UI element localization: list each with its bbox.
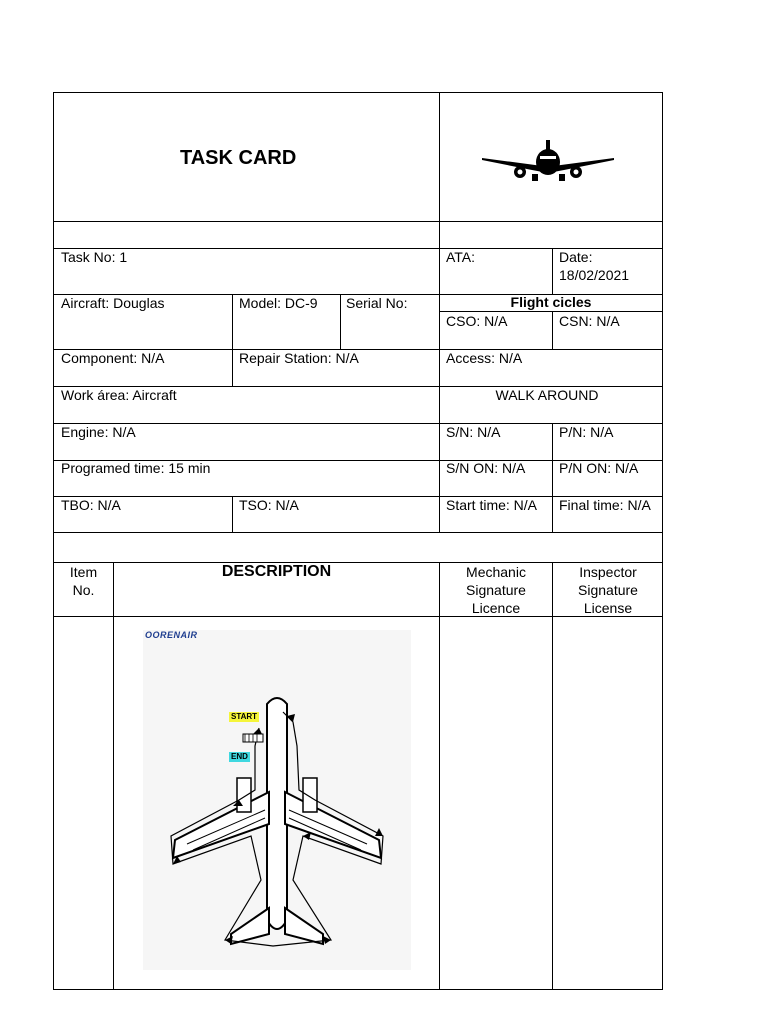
start-label: START xyxy=(231,712,258,721)
inspector-header-line1: Inspector xyxy=(579,564,637,580)
cso: CSO: N/A xyxy=(446,313,508,329)
date-label: Date: xyxy=(559,249,593,265)
serial-number: S/N: N/A xyxy=(446,424,501,440)
tbo: TBO: N/A xyxy=(61,497,121,513)
walk-around-diagram xyxy=(143,630,411,970)
mechanic-header-line1: Mechanic xyxy=(466,564,526,580)
serial-no: Serial No: xyxy=(346,295,408,311)
mechanic-header-line3: Licence xyxy=(471,600,521,616)
work-area: Work área: Aircraft xyxy=(61,387,177,403)
programed-time: Programed time: 15 min xyxy=(61,460,211,476)
aircraft: Aircraft: Douglas xyxy=(61,295,165,311)
part-number: P/N: N/A xyxy=(559,424,614,440)
tso: TSO: N/A xyxy=(239,497,299,513)
page-title: TASK CARD xyxy=(180,147,297,169)
walk-around: WALK AROUND xyxy=(495,387,599,403)
start-time: Start time: N/A xyxy=(446,497,538,513)
airplane-top-view xyxy=(143,630,411,970)
serial-number-on: S/N ON: N/A xyxy=(446,460,526,476)
component: Component: N/A xyxy=(61,350,165,366)
engine: Engine: N/A xyxy=(61,424,136,440)
model: Model: DC-9 xyxy=(239,295,318,311)
flight-cicles: Flight cicles xyxy=(510,294,592,310)
task-no: Task No: 1 xyxy=(61,249,128,265)
end-label: END xyxy=(231,752,248,761)
item-header-line1: Item xyxy=(69,564,98,580)
csn: CSN: N/A xyxy=(559,313,620,329)
part-number-on: P/N ON: N/A xyxy=(559,460,639,476)
inspector-header-line2: Signature xyxy=(578,582,638,598)
final-time: Final time: N/A xyxy=(559,497,651,513)
ata: ATA: xyxy=(446,249,476,265)
inspector-header-line3: License xyxy=(583,600,633,616)
date-value: 18/02/2021 xyxy=(559,267,630,283)
brand-logo: OORENAIR xyxy=(145,630,198,640)
description-header: DESCRIPTION xyxy=(221,563,332,580)
access: Access: N/A xyxy=(446,350,523,366)
mechanic-header-line2: Signature xyxy=(466,582,526,598)
repair-station: Repair Station: N/A xyxy=(239,350,359,366)
item-header-line2: No. xyxy=(72,582,95,598)
